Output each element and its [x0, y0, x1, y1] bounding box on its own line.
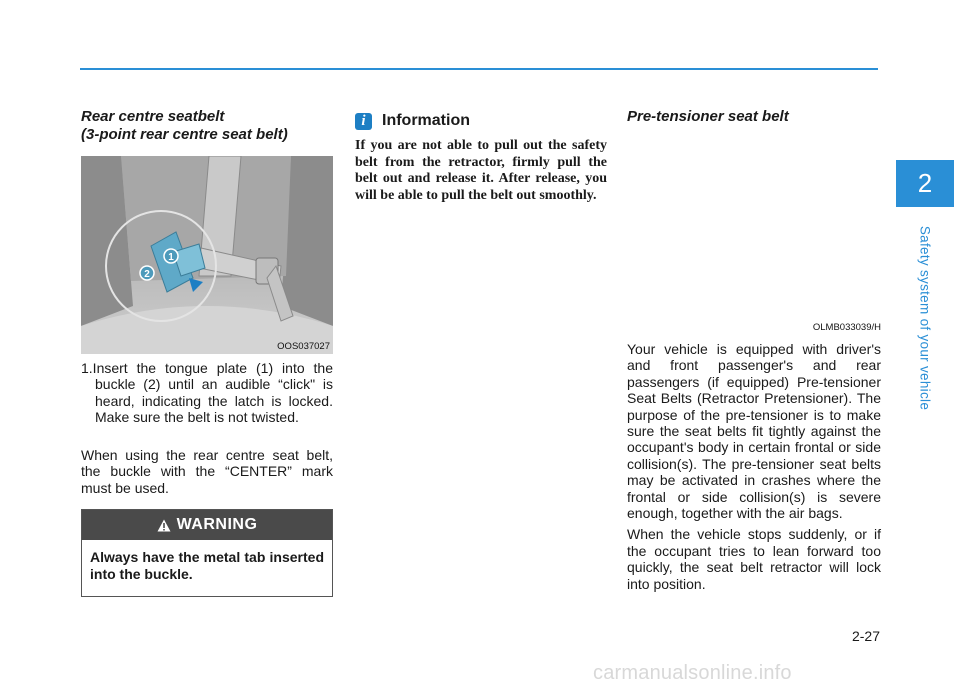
right-column: [627, 108, 881, 592]
warning-box: [81, 509, 333, 597]
image-code: OLMB033039/H: [812, 322, 881, 333]
left-column: [81, 108, 333, 582]
information-header: [355, 112, 607, 130]
seatbelt-illustration: [81, 156, 333, 354]
centre-buckle-paragraph: When using the rear centre seat belt, the buckle with the “CENTER” mark must be used.: [81, 447, 333, 496]
information-heading: Information: [382, 112, 470, 129]
footer-watermark: carmanualsonline.info: [593, 662, 792, 684]
callout-2: 2: [144, 269, 150, 280]
warning-text: Always have the metal tab inserted into the buckle.: [90, 549, 324, 582]
information-text: If you are not able to pull out the safety belt from the retractor, firmly pull the belt out and release it. After release, you will be able to pull the belt out smoothly.: [355, 138, 607, 204]
page-number: 2-27: [851, 628, 880, 644]
pretensioner-paragraph: When the vehicle stops suddenly, or if the occupant tries to lean forward too quickly, the seat belt retractor will lock into position.: [627, 526, 881, 592]
seatbelt-buckle-photo: [81, 156, 333, 354]
step-list: [81, 360, 333, 425]
pretensioner-title: Pre-tensioner seat belt: [627, 108, 789, 125]
warning-heading: WARNING: [176, 516, 258, 533]
chapter-title: Safety system of your vehicle: [917, 225, 933, 411]
chapter-tab: 2: [896, 160, 954, 207]
pretensioner-text: [627, 341, 881, 597]
warning-triangle-icon: [157, 519, 171, 532]
middle-column: [355, 108, 607, 205]
step-item: 1.Insert the tongue plate (1) into the buckle (2) until an audible “click" is heard, indicating the latch is locked. Make sure the belt is not twisted.: [81, 360, 333, 425]
top-rule: [80, 68, 878, 70]
warning-header: [82, 510, 332, 540]
callout-1: 1: [168, 252, 174, 263]
info-icon: i: [355, 113, 372, 130]
pretensioner-paragraph: Your vehicle is equipped with driver's and front passenger's and rear passengers (if equipped) Pre-tensioner Seat Belts (Retractor Pretensioner). The purpose of the pre-tensioner is to make sure the seat belts fit tightly against the occupant's body in certain frontal or side collision(s). The pre-tensioner seat belts may be activated in crashes where the frontal or side collision(s) is severe enough, together with the air bags.: [627, 341, 881, 522]
photo-code: OOS037027: [277, 341, 330, 352]
rear-centre-seatbelt-title: Rear centre seatbelt (3-point rear centre seat belt): [81, 108, 288, 143]
